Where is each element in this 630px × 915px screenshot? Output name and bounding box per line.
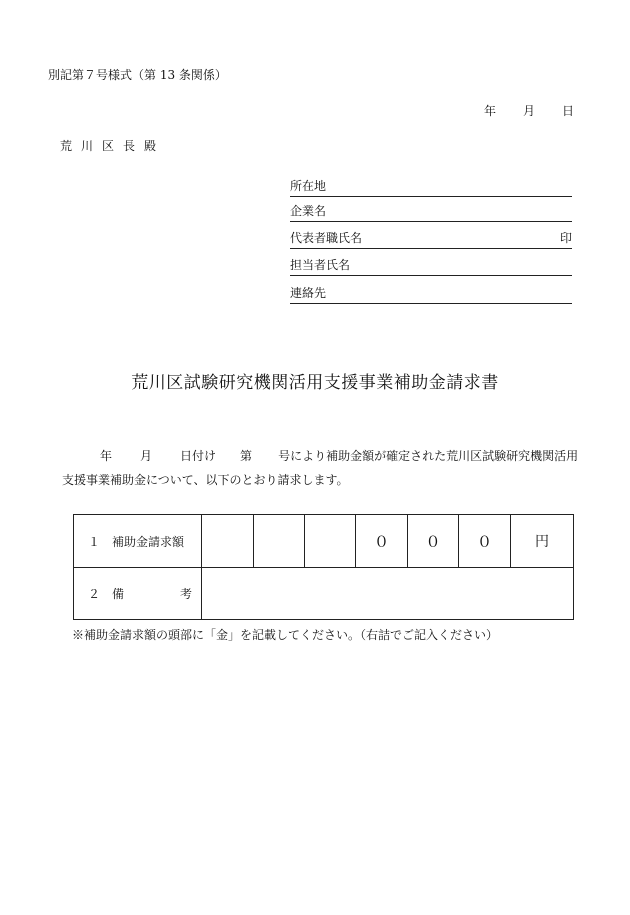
amount-digit-cell[interactable] [202,515,254,568]
body-year: 年 [100,449,113,463]
remarks-label-b: 考 [180,587,193,601]
contact-label: 連絡先 [290,286,327,300]
amount-row [74,515,574,568]
remarks-field[interactable] [202,568,574,620]
body-text: 号により補助金額が確定された荒川区試験研究機関活用支援事業補助金について、以下のとおり請求します。 [62,449,579,487]
address-label: 所在地 [290,179,327,193]
document-title: 荒川区試験研究機関活用支援事業補助金請求書 [131,373,499,393]
body-dai: 第 [240,449,253,463]
amount-digit-cell[interactable] [305,515,356,568]
amount-digit-cell[interactable]: ０ [408,515,459,568]
request-table [73,514,574,620]
body-month: 月 [140,449,153,463]
amount-digit-cell[interactable]: ０ [356,515,408,568]
body-paragraph [62,444,582,492]
addressee: 荒川区長殿 [60,139,166,153]
amount-label: １ 補助金請求額 [74,515,202,568]
address-field[interactable] [290,176,572,197]
company-label: 企業名 [290,204,327,218]
amount-digit-cell[interactable]: ０ [459,515,511,568]
contact-person-label: 担当者氏名 [290,258,351,272]
contact-field[interactable] [290,283,572,304]
form-number: 別記第７号様式（第 13 条関係） [48,68,227,82]
seal-mark: 印 [559,231,572,245]
date-year: 年 [484,104,497,118]
remarks-label-num: ２ [88,587,101,601]
contact-person-field[interactable] [290,255,572,276]
date-month: 月 [523,104,536,118]
remarks-row [74,568,574,620]
body-dated: 日付け [180,449,217,463]
footnote: ※補助金請求額の頭部に「金」を記載してください。（右詰でご記入ください） [72,628,499,642]
company-field[interactable] [290,201,572,222]
remarks-label [74,568,202,620]
currency-yen: 円 [511,515,574,568]
representative-label: 代表者職氏名 [290,231,363,245]
representative-field[interactable] [290,228,572,249]
remarks-label-a: 備 [112,587,125,601]
amount-digit-cell[interactable] [254,515,305,568]
date-day: 日 [562,104,575,118]
